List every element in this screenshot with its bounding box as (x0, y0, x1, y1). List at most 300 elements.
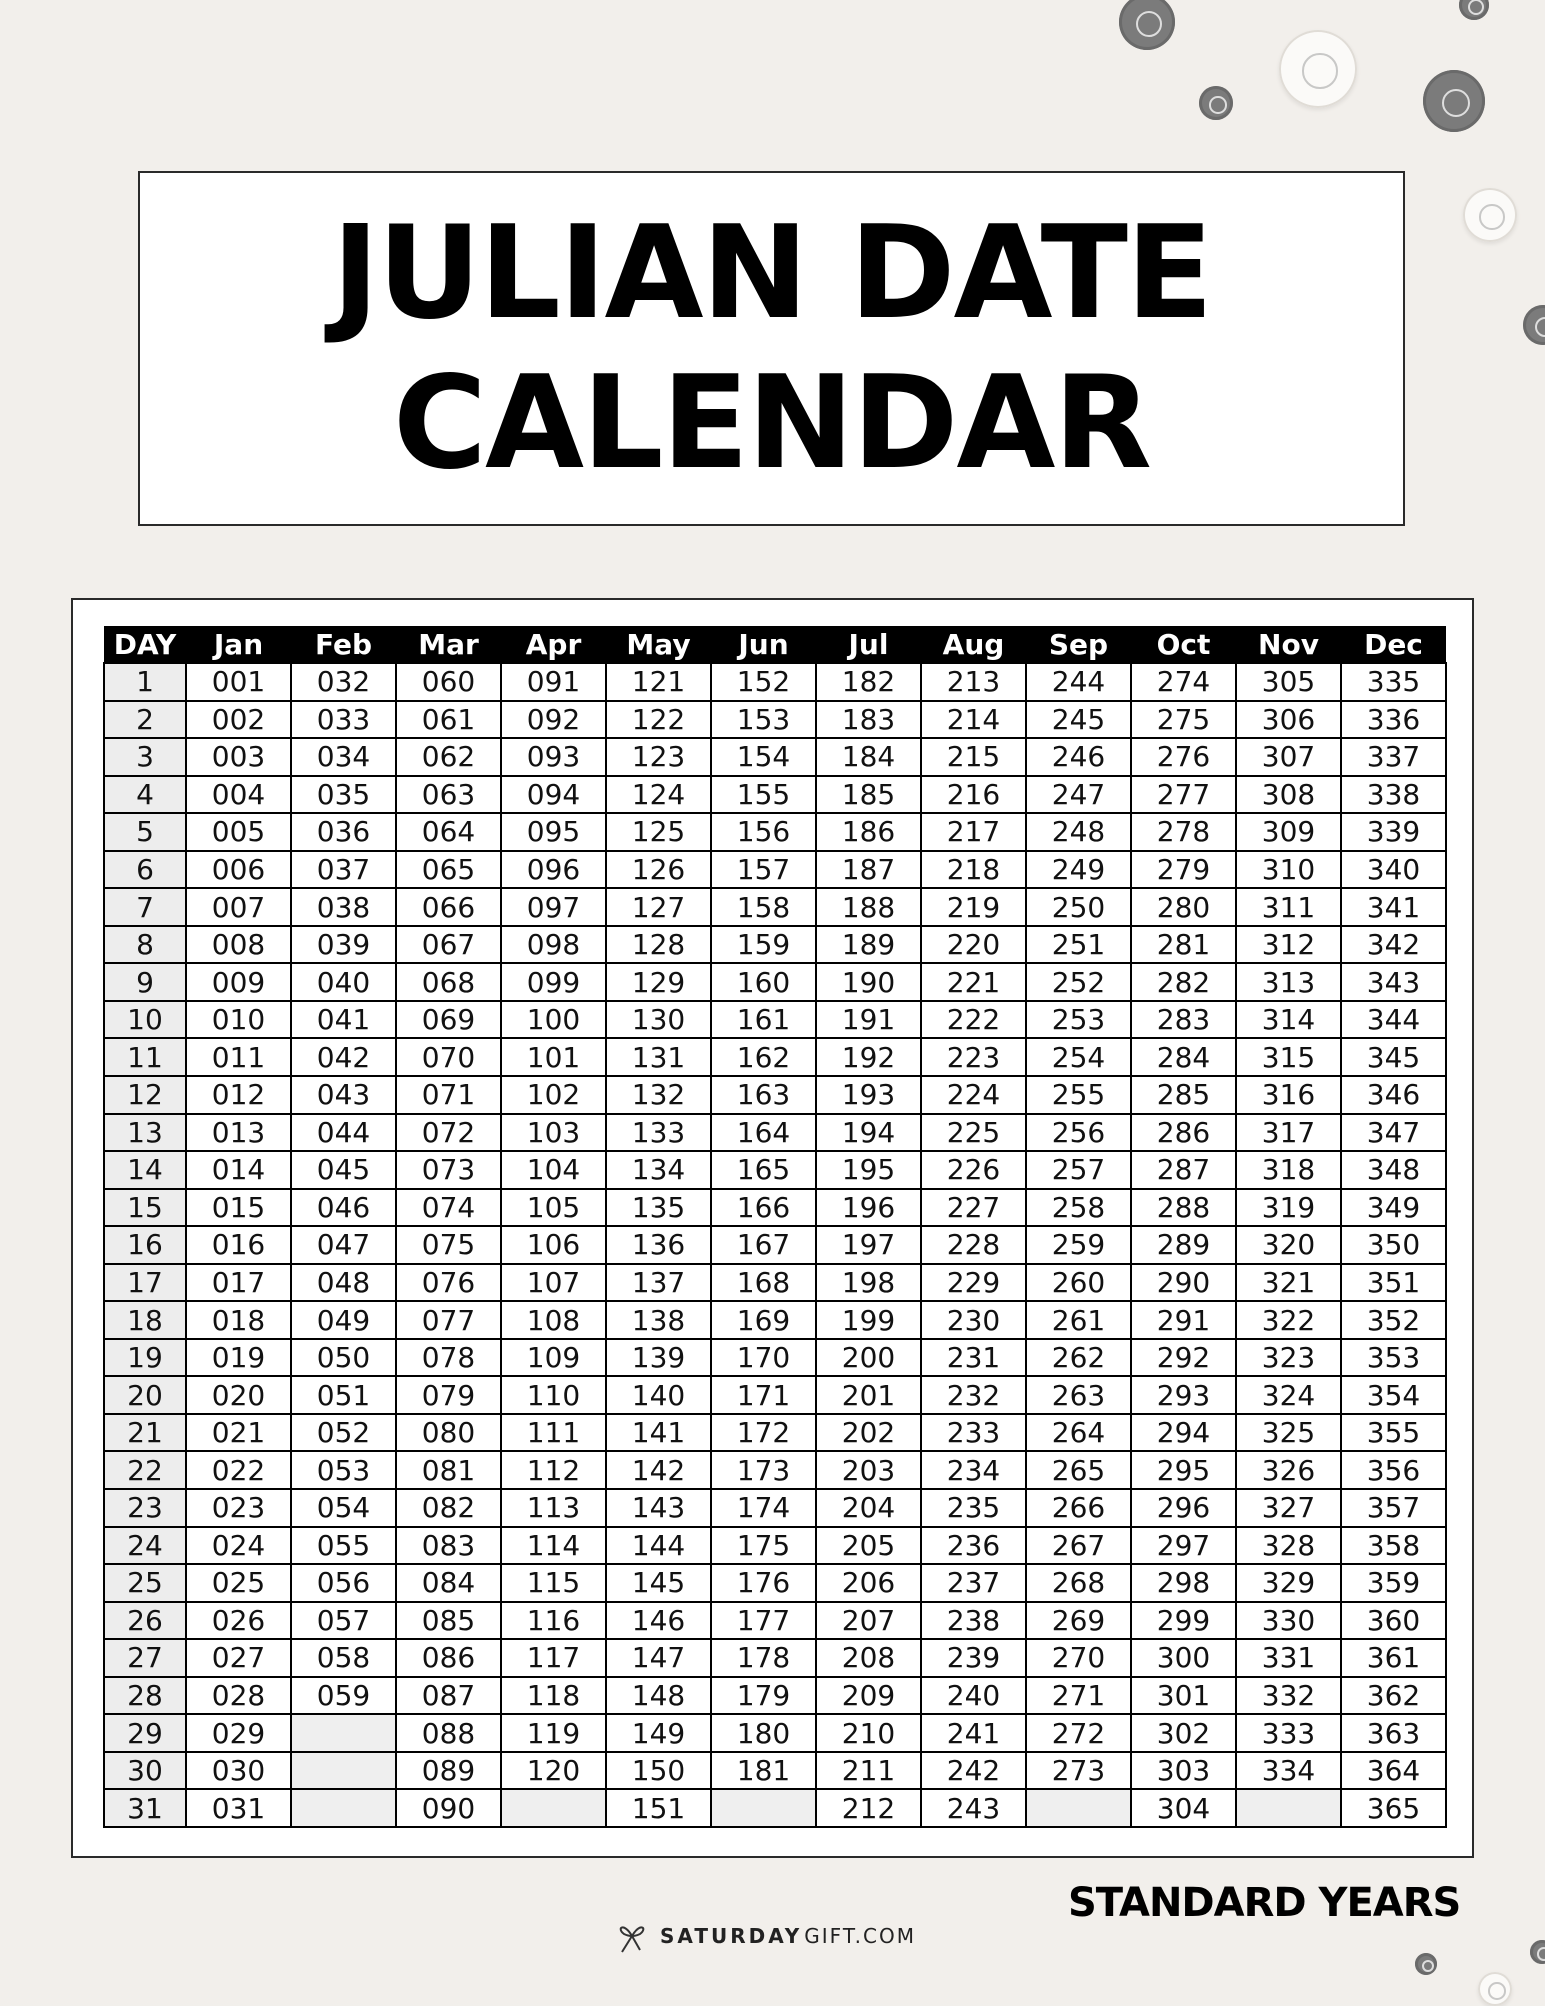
day-number-cell: 7 (104, 888, 186, 926)
julian-day-cell: 051 (291, 1376, 396, 1414)
julian-day-cell: 180 (711, 1714, 816, 1752)
table-row (104, 1001, 1446, 1039)
julian-day-cell: 069 (396, 1001, 501, 1039)
table-row (104, 851, 1446, 889)
julian-day-cell: 063 (396, 776, 501, 814)
julian-day-cell: 019 (186, 1339, 291, 1377)
julian-day-cell: 247 (1026, 776, 1131, 814)
gift-stamp-icon (1530, 1940, 1545, 1964)
julian-day-cell: 220 (921, 926, 1026, 964)
julian-day-cell: 333 (1236, 1714, 1341, 1752)
julian-day-cell: 174 (711, 1489, 816, 1527)
julian-day-cell: 175 (711, 1527, 816, 1565)
julian-day-cell: 003 (186, 738, 291, 776)
julian-day-cell: 189 (816, 926, 921, 964)
brand-logo (612, 1918, 916, 1954)
julian-day-cell: 243 (921, 1789, 1026, 1827)
julian-day-cell: 323 (1236, 1339, 1341, 1377)
julian-day-cell: 286 (1131, 1114, 1236, 1152)
julian-day-cell: 015 (186, 1189, 291, 1227)
julian-day-cell: 104 (501, 1151, 606, 1189)
julian-day-cell: 080 (396, 1414, 501, 1452)
julian-day-cell: 246 (1026, 738, 1131, 776)
julian-day-cell: 086 (396, 1639, 501, 1677)
empty-cell (1236, 1789, 1341, 1827)
julian-day-cell: 219 (921, 888, 1026, 926)
table-row (104, 1076, 1446, 1114)
julian-day-cell: 153 (711, 701, 816, 739)
julian-day-cell: 267 (1026, 1527, 1131, 1565)
julian-day-cell: 055 (291, 1527, 396, 1565)
julian-day-cell: 224 (921, 1076, 1026, 1114)
julian-day-cell: 095 (501, 813, 606, 851)
julian-day-cell: 269 (1026, 1602, 1131, 1640)
julian-day-cell: 362 (1341, 1677, 1446, 1715)
gift-stamp-icon (1463, 188, 1517, 242)
julian-day-cell: 068 (396, 963, 501, 1001)
julian-day-cell: 290 (1131, 1264, 1236, 1302)
julian-day-cell: 355 (1341, 1414, 1446, 1452)
julian-day-cell: 268 (1026, 1564, 1131, 1602)
julian-day-cell: 041 (291, 1001, 396, 1039)
julian-day-cell: 132 (606, 1076, 711, 1114)
julian-day-cell: 257 (1026, 1151, 1131, 1189)
julian-day-cell: 188 (816, 888, 921, 926)
day-number-cell: 23 (104, 1489, 186, 1527)
julian-day-cell: 177 (711, 1602, 816, 1640)
table-row (104, 1264, 1446, 1302)
julian-day-cell: 187 (816, 851, 921, 889)
julian-day-cell: 288 (1131, 1189, 1236, 1227)
julian-day-cell: 009 (186, 963, 291, 1001)
julian-day-cell: 261 (1026, 1301, 1131, 1339)
month-header: Aug (921, 626, 1026, 663)
julian-day-cell: 347 (1341, 1114, 1446, 1152)
julian-day-cell: 159 (711, 926, 816, 964)
day-number-cell: 4 (104, 776, 186, 814)
julian-day-cell: 334 (1236, 1752, 1341, 1790)
julian-day-cell: 029 (186, 1714, 291, 1752)
julian-day-cell: 018 (186, 1301, 291, 1339)
julian-day-cell: 304 (1131, 1789, 1236, 1827)
day-number-cell: 30 (104, 1752, 186, 1790)
julian-day-cell: 240 (921, 1677, 1026, 1715)
month-header: Dec (1341, 626, 1446, 663)
day-number-cell: 11 (104, 1038, 186, 1076)
julian-day-cell: 128 (606, 926, 711, 964)
julian-day-cell: 112 (501, 1451, 606, 1489)
gift-stamp-icon (1415, 1953, 1437, 1975)
julian-day-cell: 034 (291, 738, 396, 776)
julian-day-cell: 183 (816, 701, 921, 739)
month-header: Apr (501, 626, 606, 663)
julian-day-cell: 017 (186, 1264, 291, 1302)
gift-stamp-icon (1119, 0, 1175, 50)
julian-day-cell: 118 (501, 1677, 606, 1715)
julian-day-cell: 113 (501, 1489, 606, 1527)
julian-day-cell: 044 (291, 1114, 396, 1152)
julian-day-cell: 208 (816, 1639, 921, 1677)
julian-day-cell: 103 (501, 1114, 606, 1152)
julian-day-cell: 171 (711, 1376, 816, 1414)
month-header: Mar (396, 626, 501, 663)
julian-day-cell: 082 (396, 1489, 501, 1527)
month-header: Jun (711, 626, 816, 663)
julian-day-cell: 328 (1236, 1527, 1341, 1565)
julian-day-cell: 071 (396, 1076, 501, 1114)
julian-day-cell: 195 (816, 1151, 921, 1189)
julian-day-cell: 359 (1341, 1564, 1446, 1602)
julian-day-cell: 360 (1341, 1602, 1446, 1640)
table-row (104, 1564, 1446, 1602)
empty-cell (291, 1714, 396, 1752)
julian-day-cell: 325 (1236, 1414, 1341, 1452)
gift-stamp-icon (1199, 86, 1233, 120)
julian-day-cell: 016 (186, 1226, 291, 1264)
julian-day-cell: 312 (1236, 926, 1341, 964)
julian-day-cell: 074 (396, 1189, 501, 1227)
julian-day-cell: 008 (186, 926, 291, 964)
julian-day-cell: 265 (1026, 1451, 1131, 1489)
table-row (104, 1527, 1446, 1565)
julian-day-cell: 352 (1341, 1301, 1446, 1339)
julian-day-cell: 052 (291, 1414, 396, 1452)
julian-day-cell: 172 (711, 1414, 816, 1452)
julian-day-cell: 301 (1131, 1677, 1236, 1715)
julian-day-cell: 242 (921, 1752, 1026, 1790)
julian-day-cell: 239 (921, 1639, 1026, 1677)
julian-day-cell: 123 (606, 738, 711, 776)
julian-day-cell: 101 (501, 1038, 606, 1076)
julian-day-cell: 339 (1341, 813, 1446, 851)
table-row (104, 1226, 1446, 1264)
julian-day-cell: 013 (186, 1114, 291, 1152)
julian-day-cell: 331 (1236, 1639, 1341, 1677)
julian-day-cell: 094 (501, 776, 606, 814)
julian-day-cell: 319 (1236, 1189, 1341, 1227)
julian-day-cell: 146 (606, 1602, 711, 1640)
julian-day-cell: 324 (1236, 1376, 1341, 1414)
julian-day-cell: 062 (396, 738, 501, 776)
julian-day-cell: 313 (1236, 963, 1341, 1001)
julian-day-cell: 050 (291, 1339, 396, 1377)
table-row (104, 776, 1446, 814)
julian-day-cell: 350 (1341, 1226, 1446, 1264)
julian-day-cell: 209 (816, 1677, 921, 1715)
julian-day-cell: 315 (1236, 1038, 1341, 1076)
julian-day-cell: 023 (186, 1489, 291, 1527)
julian-day-cell: 287 (1131, 1151, 1236, 1189)
page-title-line-1: JULIAN DATE (331, 198, 1212, 348)
julian-day-cell: 348 (1341, 1151, 1446, 1189)
julian-day-cell: 254 (1026, 1038, 1131, 1076)
table-row (104, 1151, 1446, 1189)
table-row (104, 1189, 1446, 1227)
julian-day-cell: 114 (501, 1527, 606, 1565)
title-box (138, 171, 1405, 526)
julian-day-cell: 234 (921, 1451, 1026, 1489)
julian-day-cell: 119 (501, 1714, 606, 1752)
julian-day-cell: 164 (711, 1114, 816, 1152)
julian-day-cell: 035 (291, 776, 396, 814)
julian-day-cell: 285 (1131, 1076, 1236, 1114)
julian-day-cell: 087 (396, 1677, 501, 1715)
table-row (104, 1752, 1446, 1790)
julian-day-cell: 090 (396, 1789, 501, 1827)
table-body (104, 663, 1446, 1827)
julian-day-cell: 157 (711, 851, 816, 889)
julian-day-cell: 130 (606, 1001, 711, 1039)
julian-day-cell: 014 (186, 1151, 291, 1189)
julian-day-cell: 206 (816, 1564, 921, 1602)
julian-day-cell: 316 (1236, 1076, 1341, 1114)
gift-stamp-icon (1279, 30, 1357, 108)
julian-day-cell: 236 (921, 1527, 1026, 1565)
julian-day-cell: 162 (711, 1038, 816, 1076)
julian-day-cell: 134 (606, 1151, 711, 1189)
day-number-cell: 24 (104, 1527, 186, 1565)
julian-day-cell: 107 (501, 1264, 606, 1302)
julian-day-cell: 231 (921, 1339, 1026, 1377)
julian-day-cell: 343 (1341, 963, 1446, 1001)
julian-day-cell: 154 (711, 738, 816, 776)
julian-day-cell: 005 (186, 813, 291, 851)
julian-day-cell: 102 (501, 1076, 606, 1114)
table-row (104, 1639, 1446, 1677)
julian-day-cell: 088 (396, 1714, 501, 1752)
julian-day-cell: 298 (1131, 1564, 1236, 1602)
julian-day-cell: 066 (396, 888, 501, 926)
julian-day-cell: 084 (396, 1564, 501, 1602)
julian-day-cell: 294 (1131, 1414, 1236, 1452)
empty-cell (291, 1789, 396, 1827)
julian-day-cell: 092 (501, 701, 606, 739)
day-number-cell: 15 (104, 1189, 186, 1227)
julian-day-cell: 266 (1026, 1489, 1131, 1527)
table-row (104, 663, 1446, 701)
julian-day-cell: 201 (816, 1376, 921, 1414)
julian-day-cell: 216 (921, 776, 1026, 814)
julian-day-cell: 215 (921, 738, 1026, 776)
table-row (104, 1489, 1446, 1527)
julian-day-cell: 141 (606, 1414, 711, 1452)
julian-day-cell: 109 (501, 1339, 606, 1377)
day-number-cell: 31 (104, 1789, 186, 1827)
julian-day-cell: 210 (816, 1714, 921, 1752)
julian-day-cell: 168 (711, 1264, 816, 1302)
julian-day-cell: 047 (291, 1226, 396, 1264)
julian-day-cell: 302 (1131, 1714, 1236, 1752)
julian-day-cell: 364 (1341, 1752, 1446, 1790)
julian-day-cell: 031 (186, 1789, 291, 1827)
page-title-line-2: CALENDAR (393, 348, 1150, 498)
julian-day-cell: 263 (1026, 1376, 1131, 1414)
month-header: Jan (186, 626, 291, 663)
julian-day-cell: 149 (606, 1714, 711, 1752)
julian-day-cell: 064 (396, 813, 501, 851)
julian-day-cell: 022 (186, 1451, 291, 1489)
julian-day-cell: 011 (186, 1038, 291, 1076)
julian-day-cell: 307 (1236, 738, 1341, 776)
day-number-cell: 9 (104, 963, 186, 1001)
table-row (104, 1451, 1446, 1489)
julian-day-cell: 207 (816, 1602, 921, 1640)
julian-day-cell: 335 (1341, 663, 1446, 701)
julian-day-cell: 218 (921, 851, 1026, 889)
julian-day-cell: 202 (816, 1414, 921, 1452)
julian-day-cell: 293 (1131, 1376, 1236, 1414)
julian-day-cell: 181 (711, 1752, 816, 1790)
julian-day-cell: 025 (186, 1564, 291, 1602)
julian-day-cell: 345 (1341, 1038, 1446, 1076)
julian-day-cell: 250 (1026, 888, 1131, 926)
day-number-cell: 16 (104, 1226, 186, 1264)
empty-cell (291, 1752, 396, 1790)
julian-day-cell: 273 (1026, 1752, 1131, 1790)
julian-day-cell: 163 (711, 1076, 816, 1114)
julian-day-cell: 028 (186, 1677, 291, 1715)
julian-day-cell: 340 (1341, 851, 1446, 889)
julian-day-cell: 178 (711, 1639, 816, 1677)
day-number-cell: 10 (104, 1001, 186, 1039)
julian-day-cell: 264 (1026, 1414, 1131, 1452)
julian-day-cell: 004 (186, 776, 291, 814)
julian-day-cell: 280 (1131, 888, 1236, 926)
julian-day-cell: 295 (1131, 1451, 1236, 1489)
julian-day-cell: 356 (1341, 1451, 1446, 1489)
julian-day-cell: 284 (1131, 1038, 1236, 1076)
julian-day-cell: 186 (816, 813, 921, 851)
julian-day-cell: 233 (921, 1414, 1026, 1452)
julian-day-cell: 155 (711, 776, 816, 814)
julian-day-cell: 211 (816, 1752, 921, 1790)
julian-day-cell: 255 (1026, 1076, 1131, 1114)
julian-day-cell: 230 (921, 1301, 1026, 1339)
julian-day-cell: 085 (396, 1602, 501, 1640)
julian-day-cell: 338 (1341, 776, 1446, 814)
month-header: Oct (1131, 626, 1236, 663)
day-number-cell: 5 (104, 813, 186, 851)
day-number-cell: 6 (104, 851, 186, 889)
julian-day-cell: 006 (186, 851, 291, 889)
month-header: May (606, 626, 711, 663)
julian-day-cell: 166 (711, 1189, 816, 1227)
julian-day-cell: 148 (606, 1677, 711, 1715)
day-number-cell: 27 (104, 1639, 186, 1677)
julian-day-cell: 117 (501, 1639, 606, 1677)
julian-day-cell: 054 (291, 1489, 396, 1527)
julian-day-cell: 353 (1341, 1339, 1446, 1377)
brand-name: SATURDAY (660, 1924, 803, 1948)
julian-day-cell: 228 (921, 1226, 1026, 1264)
julian-day-cell: 223 (921, 1038, 1026, 1076)
julian-day-cell: 245 (1026, 701, 1131, 739)
julian-day-cell: 007 (186, 888, 291, 926)
julian-day-cell: 043 (291, 1076, 396, 1114)
julian-day-cell: 010 (186, 1001, 291, 1039)
julian-day-cell: 251 (1026, 926, 1131, 964)
julian-day-cell: 300 (1131, 1639, 1236, 1677)
julian-day-cell: 145 (606, 1564, 711, 1602)
julian-day-cell: 021 (186, 1414, 291, 1452)
brand-domain: GIFT.COM (804, 1924, 916, 1948)
julian-day-cell: 143 (606, 1489, 711, 1527)
julian-day-cell: 271 (1026, 1677, 1131, 1715)
julian-day-cell: 191 (816, 1001, 921, 1039)
day-number-cell: 18 (104, 1301, 186, 1339)
julian-day-cell: 192 (816, 1038, 921, 1076)
julian-day-cell: 139 (606, 1339, 711, 1377)
julian-day-cell: 199 (816, 1301, 921, 1339)
julian-day-cell: 083 (396, 1527, 501, 1565)
month-header: Jul (816, 626, 921, 663)
julian-day-cell: 020 (186, 1376, 291, 1414)
julian-day-cell: 106 (501, 1226, 606, 1264)
day-number-cell: 1 (104, 663, 186, 701)
julian-day-cell: 320 (1236, 1226, 1341, 1264)
julian-day-cell: 036 (291, 813, 396, 851)
julian-day-cell: 176 (711, 1564, 816, 1602)
julian-day-cell: 197 (816, 1226, 921, 1264)
julian-day-cell: 091 (501, 663, 606, 701)
day-number-cell: 19 (104, 1339, 186, 1377)
julian-day-cell: 262 (1026, 1339, 1131, 1377)
julian-day-cell: 252 (1026, 963, 1131, 1001)
standard-years-label: STANDARD YEARS (1068, 1880, 1461, 1926)
day-number-cell: 20 (104, 1376, 186, 1414)
julian-day-cell: 349 (1341, 1189, 1446, 1227)
julian-day-cell: 065 (396, 851, 501, 889)
julian-day-cell: 127 (606, 888, 711, 926)
julian-day-cell: 258 (1026, 1189, 1131, 1227)
julian-day-cell: 058 (291, 1639, 396, 1677)
julian-day-cell: 039 (291, 926, 396, 964)
julian-day-cell: 332 (1236, 1677, 1341, 1715)
julian-day-cell: 214 (921, 701, 1026, 739)
julian-day-cell: 361 (1341, 1639, 1446, 1677)
julian-day-cell: 190 (816, 963, 921, 1001)
day-number-cell: 3 (104, 738, 186, 776)
julian-day-cell: 170 (711, 1339, 816, 1377)
julian-day-cell: 169 (711, 1301, 816, 1339)
julian-day-cell: 282 (1131, 963, 1236, 1001)
julian-day-cell: 001 (186, 663, 291, 701)
day-number-cell: 25 (104, 1564, 186, 1602)
julian-day-cell: 310 (1236, 851, 1341, 889)
julian-day-cell: 161 (711, 1001, 816, 1039)
table-row (104, 1376, 1446, 1414)
julian-day-cell: 327 (1236, 1489, 1341, 1527)
julian-day-cell: 203 (816, 1451, 921, 1489)
julian-day-cell: 212 (816, 1789, 921, 1827)
julian-day-cell: 049 (291, 1301, 396, 1339)
julian-day-cell: 122 (606, 701, 711, 739)
julian-day-cell: 248 (1026, 813, 1131, 851)
day-column-header: DAY (104, 626, 186, 663)
julian-day-cell: 046 (291, 1189, 396, 1227)
julian-day-cell: 221 (921, 963, 1026, 1001)
julian-day-cell: 131 (606, 1038, 711, 1076)
julian-day-cell: 321 (1236, 1264, 1341, 1302)
julian-day-cell: 260 (1026, 1264, 1131, 1302)
julian-day-cell: 232 (921, 1376, 1026, 1414)
julian-day-cell: 027 (186, 1639, 291, 1677)
table-row (104, 1602, 1446, 1640)
julian-day-cell: 120 (501, 1752, 606, 1790)
table-row (104, 888, 1446, 926)
julian-day-cell: 173 (711, 1451, 816, 1489)
julian-day-cell: 205 (816, 1527, 921, 1565)
